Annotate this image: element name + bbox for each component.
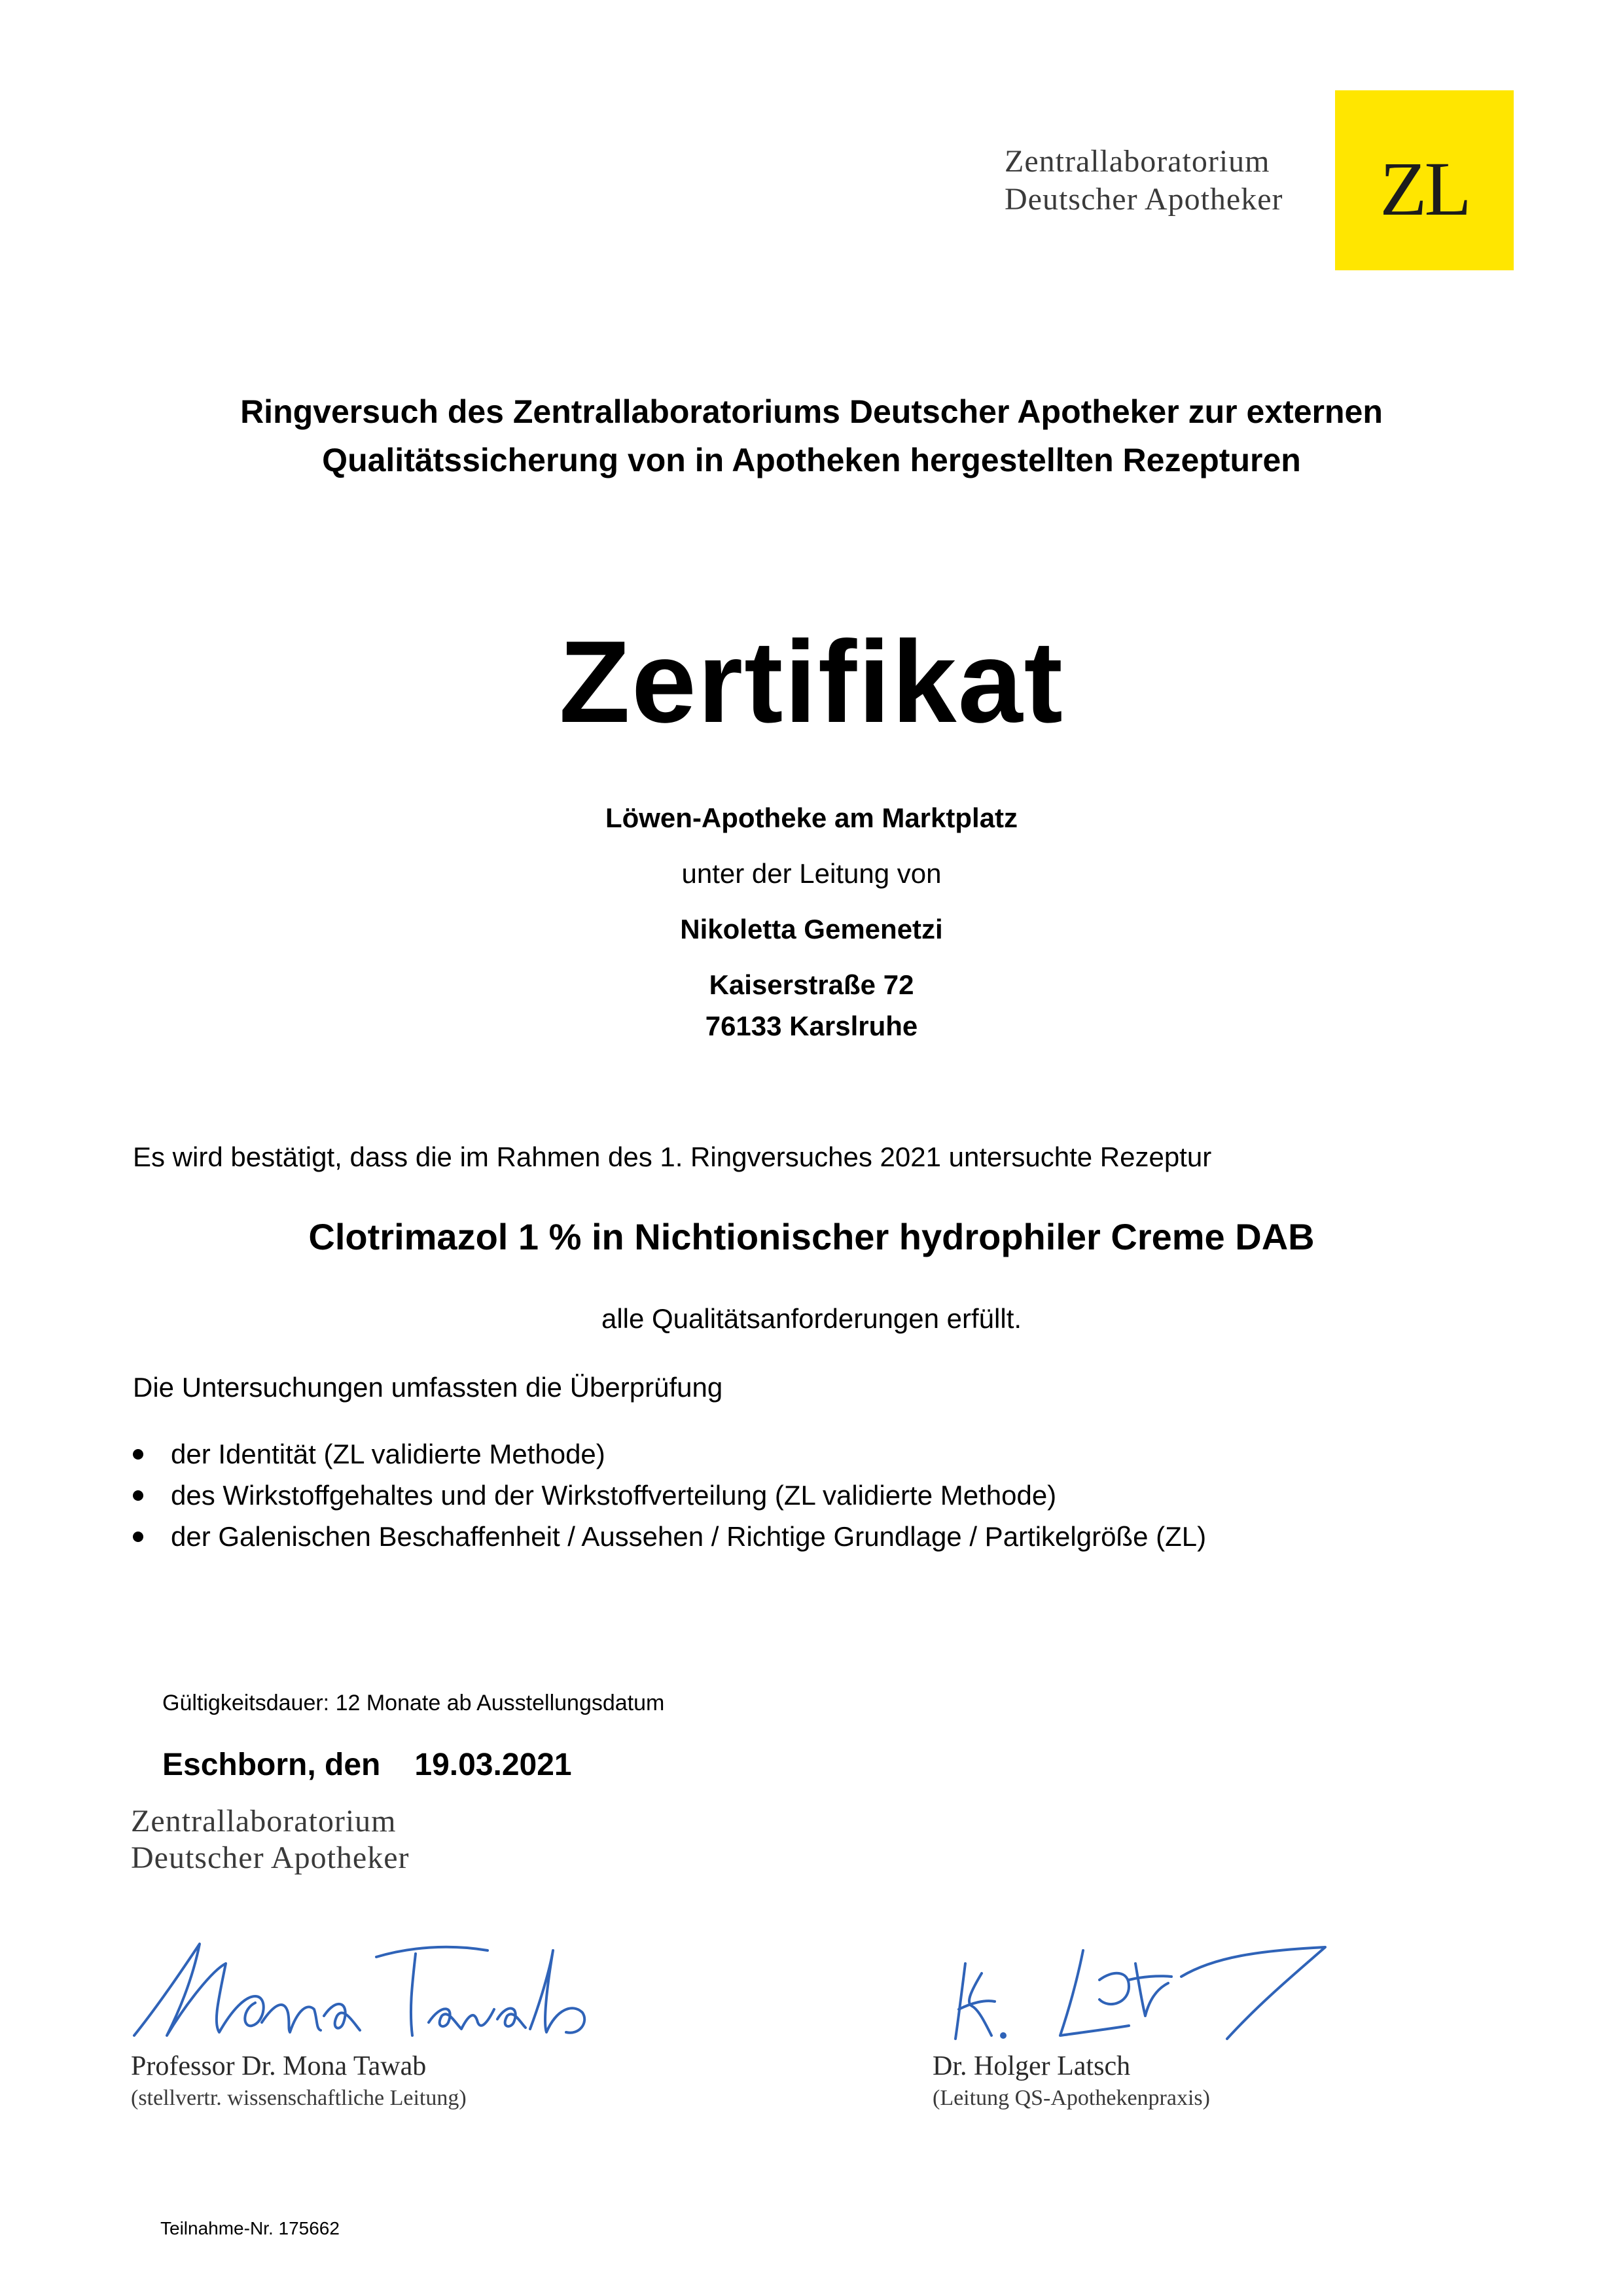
signer-1 (131, 2049, 467, 2113)
institution-line-1: Zentrallaboratorium (131, 1804, 397, 1839)
heading-line-2: Qualitätssicherung von in Apotheken hergestellten Rezepturen (322, 442, 1301, 478)
pharmacy-street: Kaiserstraße 72 (709, 969, 914, 1000)
certificate-heading (0, 387, 1623, 484)
product-name: Clotrimazol 1 % in Nichtionischer hydrophiler Creme DAB (308, 1216, 1315, 1257)
manager-name: Nikoletta Gemenetzi (680, 914, 943, 944)
heading-line-1: Ringversuch des Zentrallaboratoriums Deutscher Apotheker zur externen (240, 393, 1383, 430)
check-item-text: des Wirkstoffgehaltes und der Wirkstoffverteilung (ZL validierte Methode) (171, 1480, 1057, 1511)
logo-wordmark (1005, 143, 1283, 219)
pharmacy-name: Löwen-Apotheke am Marktplatz (605, 802, 1018, 833)
institution-name (131, 1803, 410, 1876)
place-date (162, 1744, 572, 1786)
list-item (133, 1516, 1206, 1557)
bullet-icon (133, 1532, 143, 1542)
checks-list (133, 1433, 1206, 1557)
validity-note: Gültigkeitsdauer: 12 Monate ab Ausstellungsdatum (162, 1691, 665, 1715)
zl-logo-box (1335, 90, 1514, 270)
logo-line-1: Zentrallaboratorium (1005, 144, 1270, 179)
led-by-label: unter der Leitung von (681, 858, 942, 889)
signature-holger-latsch (933, 1924, 1338, 2055)
signer-1-role: (stellvertr. wissenschaftliche Leitung) (131, 2086, 467, 2110)
signer-2 (933, 2049, 1210, 2113)
logo-line-2: Deutscher Apotheker (1005, 182, 1283, 217)
pharmacy-city: 76133 Karslruhe (705, 1011, 918, 1041)
signer-2-role: (Leitung QS-Apothekenpraxis) (933, 2086, 1210, 2110)
confirmation-intro: Es wird bestätigt, dass die im Rahmen des 1. Ringversuches 2021 untersuchte Rezeptur (133, 1141, 1212, 1172)
signature-mona-tawab (121, 1924, 599, 2062)
bullet-icon (133, 1490, 143, 1501)
checks-title: Die Untersuchungen umfassten die Überprüfung (133, 1372, 723, 1403)
result-statement: alle Qualitätsanforderungen erfüllt. (601, 1303, 1022, 1334)
issue-date: 19.03.2021 (414, 1748, 572, 1782)
list-item (133, 1433, 1206, 1475)
bullet-icon (133, 1449, 143, 1460)
list-item (133, 1475, 1206, 1516)
check-item-text: der Galenischen Beschaffenheit / Aussehen / Richtige Grundlage / Partikelgröße (ZL) (171, 1521, 1207, 1552)
signer-1-name: Professor Dr. Mona Tawab (131, 2051, 427, 2081)
page-title: Zertifikat (559, 617, 1064, 747)
zl-logo-mark: ZL (1380, 146, 1469, 232)
participant-number: Teilnahme-Nr. 175662 (160, 2218, 340, 2238)
institution-line-2: Deutscher Apotheker (131, 1840, 410, 1875)
place-label: Eschborn, den (162, 1748, 381, 1782)
check-item-text: der Identität (ZL validierte Methode) (171, 1439, 605, 1469)
signer-2-name: Dr. Holger Latsch (933, 2051, 1131, 2081)
